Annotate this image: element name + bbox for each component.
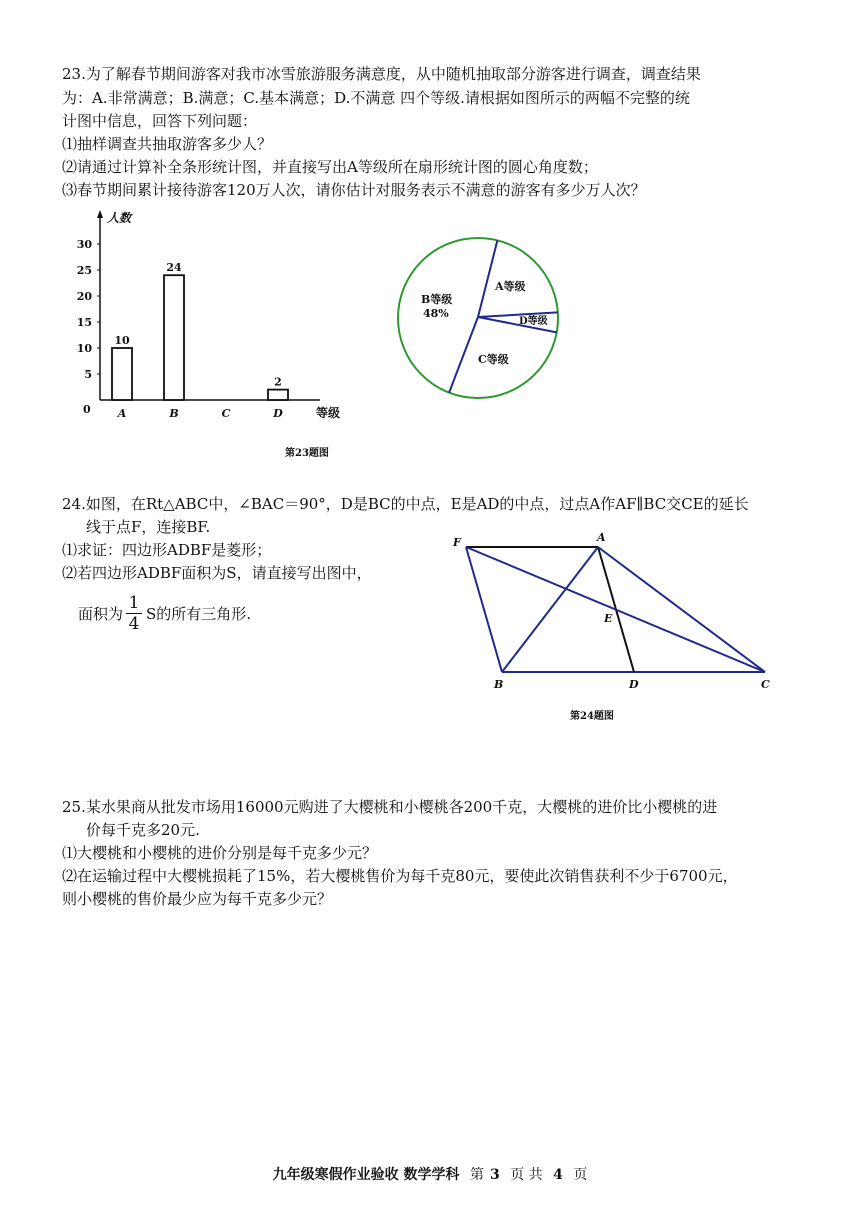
q25-line-3: ⑴大樱桃和小樱桃的进价分别是每千克多少元？ (62, 844, 378, 862)
bar-category-label: C (221, 407, 231, 420)
q23-line-2: 为：A.非常满意；B.满意；C.基本满意；D.不满意 四个等级.请根据如图所示的两幅不完整的统 (62, 89, 690, 107)
bar-category-label: A (117, 407, 127, 420)
segment-fb (466, 547, 502, 672)
q24-area-prefix: 面积为 (78, 605, 124, 623)
bar-y-tick-label: 15 (76, 316, 92, 329)
pie-label-c: C等级 (478, 353, 509, 366)
q24-figure-caption: 第24题图 (570, 711, 614, 722)
bar-y-axis-arrow (97, 210, 103, 218)
footer-page-number: 3 (490, 1167, 500, 1183)
page-footer (0, 1164, 860, 1184)
bar-chart (70, 210, 370, 430)
bar-x-axis-label: 等级 (316, 406, 341, 420)
q24-area-suffix: S的所有三角形. (146, 605, 252, 623)
segment-ac (598, 547, 765, 672)
q24-line-2: 线于点F，连接BF. (86, 518, 211, 536)
q25-line-4: ⑵在运输过程中大樱桃损耗了15%，若大樱桃售价为每千克80元，要使此次销售获利不少于6700元， (62, 867, 738, 885)
point-label-d: D (629, 678, 639, 691)
q23-line-6: ⑶春节期间累计接待游客120万人次，请你估计对服务表示不满意的游客有多少万人次？ (62, 181, 646, 199)
bar-category-label: D (273, 407, 283, 420)
bar (112, 348, 132, 400)
bar-y-tick-label: 25 (76, 264, 92, 277)
bar-origin-label: 0 (83, 403, 91, 416)
bar-y-tick-label: 10 (76, 342, 92, 355)
pie-slice-boundary (478, 240, 497, 317)
pie-label-d: D等级 (519, 316, 548, 327)
bar-value-label: 2 (274, 375, 282, 389)
pie-slice-boundary (449, 317, 478, 393)
q23-line-4: ⑴抽样调查共抽取游客多少人？ (62, 135, 273, 153)
fraction-one-quarter (126, 593, 142, 634)
bar-y-tick-label: 5 (84, 368, 92, 381)
footer-mid: 页 共 (510, 1167, 543, 1183)
pie-label-a: A等级 (495, 280, 526, 293)
point-label-c: C (761, 678, 770, 691)
q23-line-5: ⑵请通过计算补全条形统计图，并直接写出A等级所在扇形统计图的圆心角度数； (62, 158, 598, 176)
fraction-denominator: 4 (128, 614, 140, 634)
bar-y-tick-label: 30 (76, 238, 92, 251)
q24-line-1: 24.如图，在Rt△ABC中，∠BAC＝90°，D是BC的中点，E是AD的中点，过点A作AF∥BC交CE的延长 (62, 495, 749, 513)
footer-page-prefix: 第 (470, 1167, 484, 1183)
footer-page-suffix: 页 (573, 1167, 588, 1183)
q24-line-3: ⑴求证：四边形ADBF是菱形； (62, 541, 272, 559)
q24-line-4: ⑵若四边形ADBF面积为S，请直接写出图中， (62, 564, 372, 582)
footer-title: 九年级寒假作业验收 数学学科 (272, 1167, 460, 1183)
footer-total-pages: 4 (553, 1167, 563, 1183)
q23-line-1: 23.为了解春节期间游客对我市冰雪旅游服务满意度，从中随机抽取部分游客进行调查，调查结果 (62, 65, 701, 83)
segment-fc (466, 547, 765, 672)
q23-figure-caption: 第23题图 (285, 448, 329, 459)
bar (268, 390, 288, 400)
geometry-figure (450, 531, 780, 695)
bar-value-label: 24 (166, 261, 182, 275)
bar-y-tick-label: 20 (76, 290, 92, 303)
point-label-e: E (604, 612, 613, 625)
bar-y-axis-label: 人数 (107, 211, 132, 225)
pie-percent-b: 48% (423, 307, 449, 320)
bar-value-label: 10 (114, 334, 130, 347)
point-label-a: A (597, 531, 606, 544)
fraction-numerator: 1 (126, 593, 142, 614)
q25-line-2: 价每千克多20元. (86, 821, 200, 839)
q25-line-5: 则小樱桃的售价最少应为每千克多少元？ (62, 890, 333, 908)
bar-category-label: B (169, 407, 179, 420)
point-label-f: F (453, 536, 461, 549)
pie-label-b: B等级 (421, 293, 453, 306)
q25-line-1: 25.某水果商从批发市场用16000元购进了大樱桃和小樱桃各200千克，大樱桃的进价比小樱桃的进 (62, 798, 718, 816)
pie-chart (393, 233, 563, 403)
point-label-b: B (494, 678, 504, 691)
bar (164, 275, 184, 400)
segment-ab (502, 547, 598, 672)
q23-line-3: 计图中信息，回答下列问题： (62, 112, 258, 130)
